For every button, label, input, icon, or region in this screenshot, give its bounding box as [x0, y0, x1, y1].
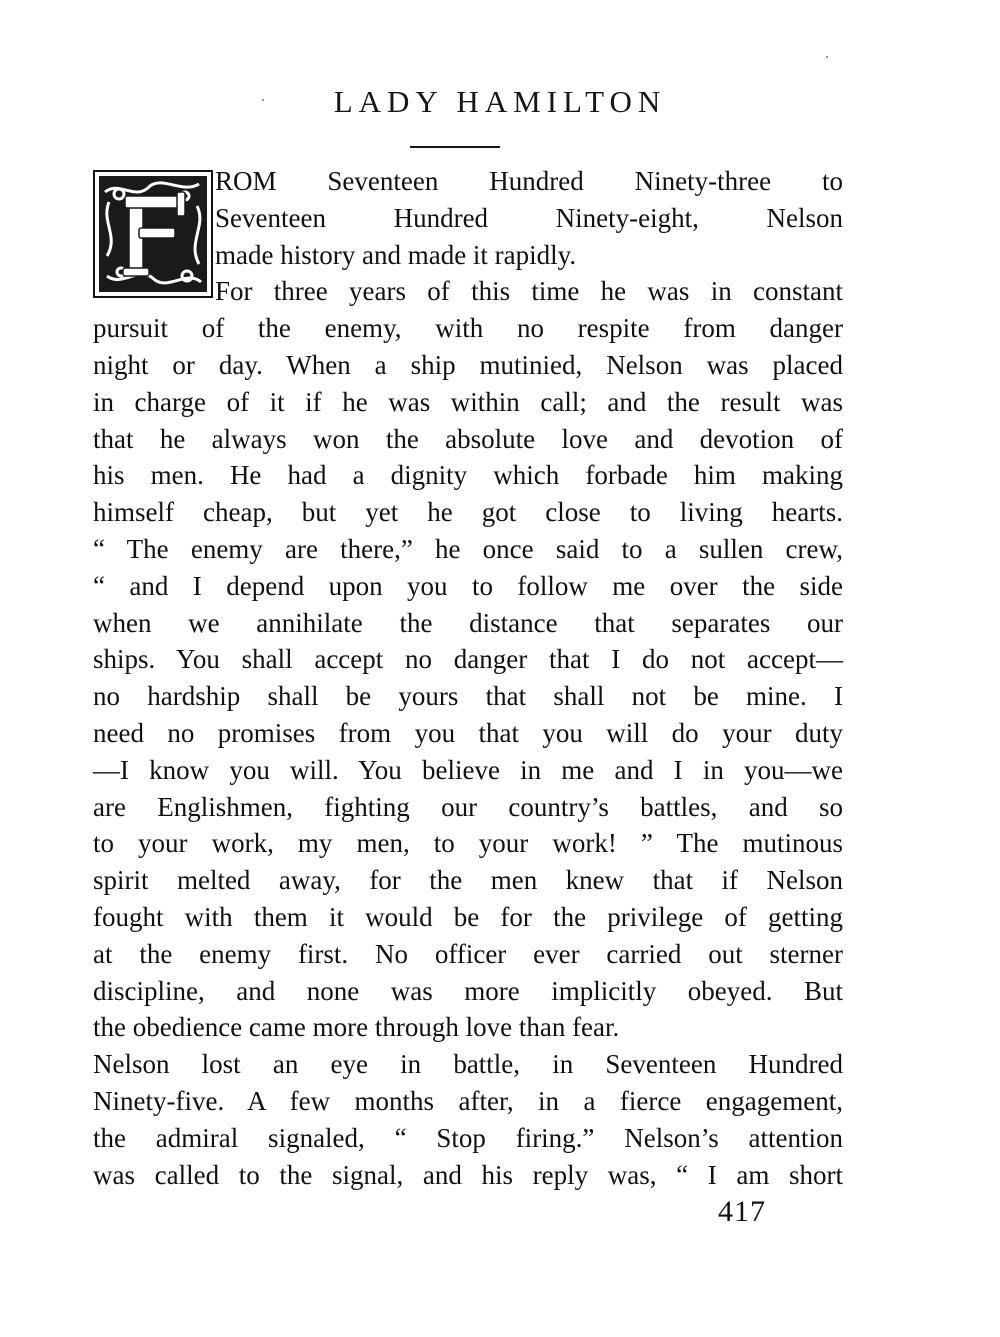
page-number: 417	[718, 1195, 766, 1228]
text-line: ROM Seventeen Hundred Ninety-three to	[215, 166, 843, 196]
text-line: to your work, my men, to your work! ” The mutinous	[93, 828, 843, 859]
text-line: ships. You shall accept no danger that I do not accept—	[93, 644, 843, 675]
scan-speck	[826, 56, 828, 58]
text-line: the obedience came more through love than fear.	[93, 1012, 620, 1043]
running-head: LADY HAMILTON	[333, 84, 667, 119]
text-line: pursuit of the enemy, with no respite from danger	[93, 313, 843, 344]
text-line: Ninety-five. A few months after, in a fierce engagement,	[93, 1085, 843, 1116]
text-line: himself cheap, but yet he got close to living hearts.	[93, 497, 843, 528]
text-line: made history and made it rapidly.	[215, 239, 577, 270]
text-line: his men. He had a dignity which forbade him making	[93, 460, 843, 491]
text-line: was called to the signal, and his reply was, “ I am short	[93, 1159, 843, 1190]
head-rule	[410, 146, 500, 148]
text-line: no hardship shall be yours that shall not be mine. I	[93, 681, 843, 712]
text-line: fought with them it would be for the privilege of getting	[93, 901, 843, 932]
text-line: Nelson lost an eye in battle, in Seventeen Hundred	[93, 1049, 843, 1080]
scan-speck	[262, 99, 264, 101]
text-line: night or day. When a ship mutinied, Nelson was placed	[93, 349, 843, 380]
text-line: “ The enemy are there,” he once said to a sullen crew,	[93, 533, 843, 564]
text-line: are Englishmen, fighting our country’s battles, and so	[93, 791, 843, 822]
text-line: need no promises from you that you will do your duty	[93, 717, 843, 748]
body-text	[93, 163, 843, 1193]
text-line: that he always won the absolute love and devotion of	[93, 423, 843, 454]
text-line: For three years of this time he was in constant	[215, 276, 843, 307]
text-line: discipline, and none was more implicitly obeyed. But	[93, 975, 843, 1006]
text-line: “ and I depend upon you to follow me over the side	[93, 570, 843, 601]
text-line: the admiral signaled, “ Stop firing.” Nelson’s attention	[93, 1122, 843, 1153]
text-line: in charge of it if he was within call; and the result was	[93, 386, 843, 417]
text-line: Seventeen Hundred Ninety-eight, Nelson	[215, 202, 843, 233]
text-line: spirit melted away, for the men knew that if Nelson	[93, 865, 843, 896]
text-line: at the enemy first. No officer ever carried out sterner	[93, 938, 843, 969]
text-line: when we annihilate the distance that separates our	[93, 607, 843, 638]
text-line: —I know you will. You believe in me and I in you—we	[93, 754, 843, 785]
